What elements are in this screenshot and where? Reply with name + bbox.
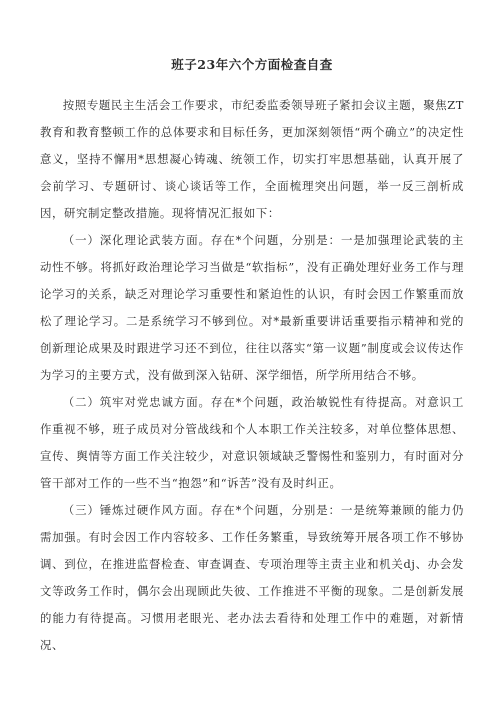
paragraph-style: （三）锤炼过硬作风方面。存在*个问题，分别是：一是统筹兼顾的能力仍需加强。有时会因工作内容较多、工作任务繁重，导致统筹开展各项工作不够协调、到位，在推进监督检查、审查调查、专项治理等主责主业和机关dj、办会发文等政务工作时，偶尔会出现顾此失彼、工作推进不平衡的现象。二是创新发展的能力有待提高。习惯用老眼光、老办法去看待和处理工作中的难题，对新情况、 [40, 503, 464, 652]
paragraph-loyalty: （二）筑牢对党忠诚方面。存在*个问题，政治敏锐性有待提高。对意识工作重视不够，班子成员对分管战线和个人本职工作关注较多，对单位整体思想、宣传、舆情等方面工作关注较少，对意识领域缺乏警惕性和鉴别力，有时面对分管干部对工作的一些不当“抱怨”和“诉苦”没有及时纠正。 [40, 395, 464, 490]
paragraph-intro: 按照专题民主生活会工作要求，市纪委监委领导班子紧扣会议主题，聚焦ZT教育和教育整顿工作的总体要求和目标任务，更加深刻领悟“两个确立”的决定性意义，坚持不懈用*思想凝心铸魂、统领工作，切实打牢思想基础，认真开展了会前学习、专题研讨、谈心谈话等工作，全面梳理突出问题，举一反三剖析成因，研究制定整改措施。现将情况汇报如下： [40, 98, 464, 220]
document-title: 班子23年六个方面检查自查 [171, 57, 333, 72]
paragraph-theory: （一）深化理论武装方面。存在*个问题，分别是：一是加强理论武装的主动性不够。将抓好政治理论学习当做是“软指标”，没有正确处理好业务工作与理论学习的关系，缺乏对理论学习重要性和紧迫性的认识，有时会因工作繁重而放松了理论学习。二是系统学习不够到位。对*最新重要讲话重要指示精神和党的创新理论成果及时跟进学习还不到位，往往以落实“第一议题”制度或会议传达作为学习的主要方式，没有做到深入钻研、深学细悟，所学所用结合不够。 [40, 233, 464, 382]
